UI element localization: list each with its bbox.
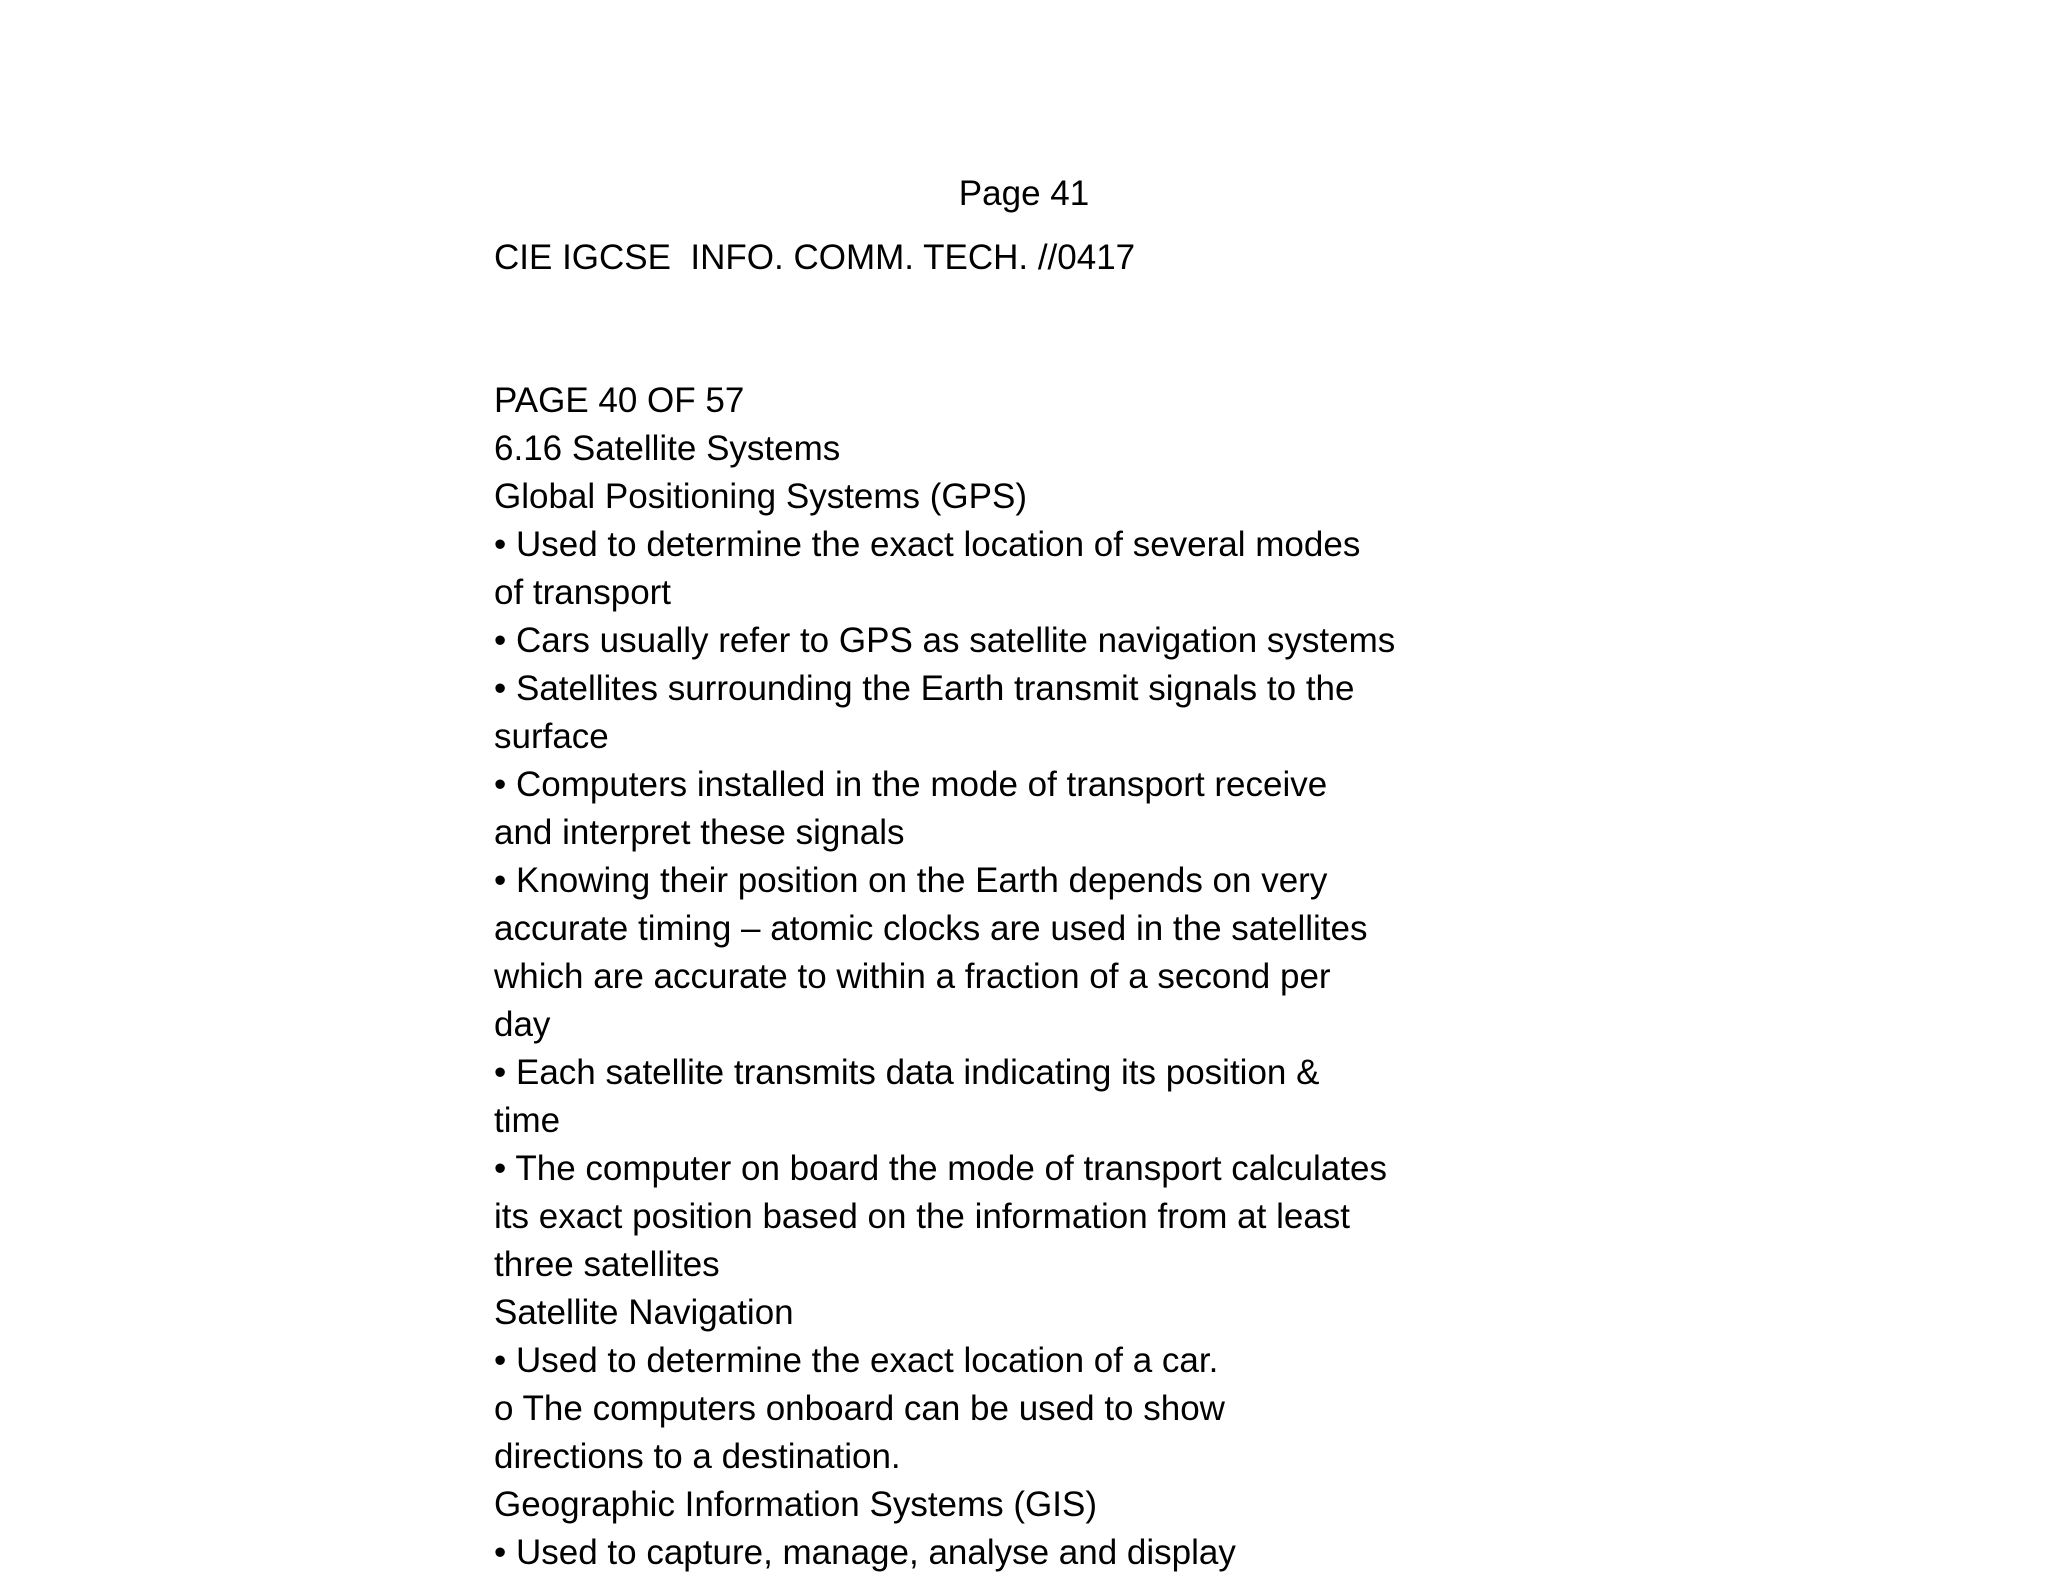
subheading-gis: Geographic Information Systems (GIS): [494, 1485, 1097, 1524]
page-count-line: PAGE 40 OF 57: [494, 381, 745, 420]
text-line: of transport: [494, 573, 672, 612]
page-number: Page 41: [958, 174, 1090, 213]
text-line: o The computers onboard can be used to show: [494, 1389, 1225, 1428]
text-line: accurate timing – atomic clocks are used in the satellites: [494, 909, 1368, 948]
text-line: • Used to determine the exact location of several modes: [494, 525, 1361, 564]
text-line: day: [494, 1005, 551, 1044]
text-line: and interpret these signals: [494, 813, 905, 852]
text-line: • Used to capture, manage, analyse and display: [494, 1533, 1236, 1572]
subheading-gps: Global Positioning Systems (GPS): [494, 477, 1027, 516]
text-line: • The computer on board the mode of transport calculates: [494, 1149, 1387, 1188]
text-line: • Computers installed in the mode of transport receive: [494, 765, 1328, 804]
subheading-satellite-navigation: Satellite Navigation: [494, 1293, 794, 1332]
text-line: • Knowing their position on the Earth depends on very: [494, 861, 1328, 900]
text-line: surface: [494, 717, 609, 756]
text-line: • Used to determine the exact location of a car.: [494, 1341, 1219, 1380]
text-line: its exact position based on the information from at least: [494, 1197, 1351, 1236]
text-line: • Cars usually refer to GPS as satellite navigation systems: [494, 621, 1396, 660]
document-body: [494, 377, 1494, 1577]
text-line: • Satellites surrounding the Earth transmit signals to the: [494, 669, 1355, 708]
section-heading: 6.16 Satellite Systems: [494, 429, 841, 468]
document-header: CIE IGCSE INFO. COMM. TECH. //0417: [494, 238, 1136, 277]
text-line: • Each satellite transmits data indicating its position &: [494, 1053, 1320, 1092]
text-line: which are accurate to within a fraction of a second per: [494, 957, 1331, 996]
text-line: time: [494, 1101, 561, 1140]
text-line: three satellites: [494, 1245, 720, 1284]
text-line: directions to a destination.: [494, 1437, 901, 1476]
